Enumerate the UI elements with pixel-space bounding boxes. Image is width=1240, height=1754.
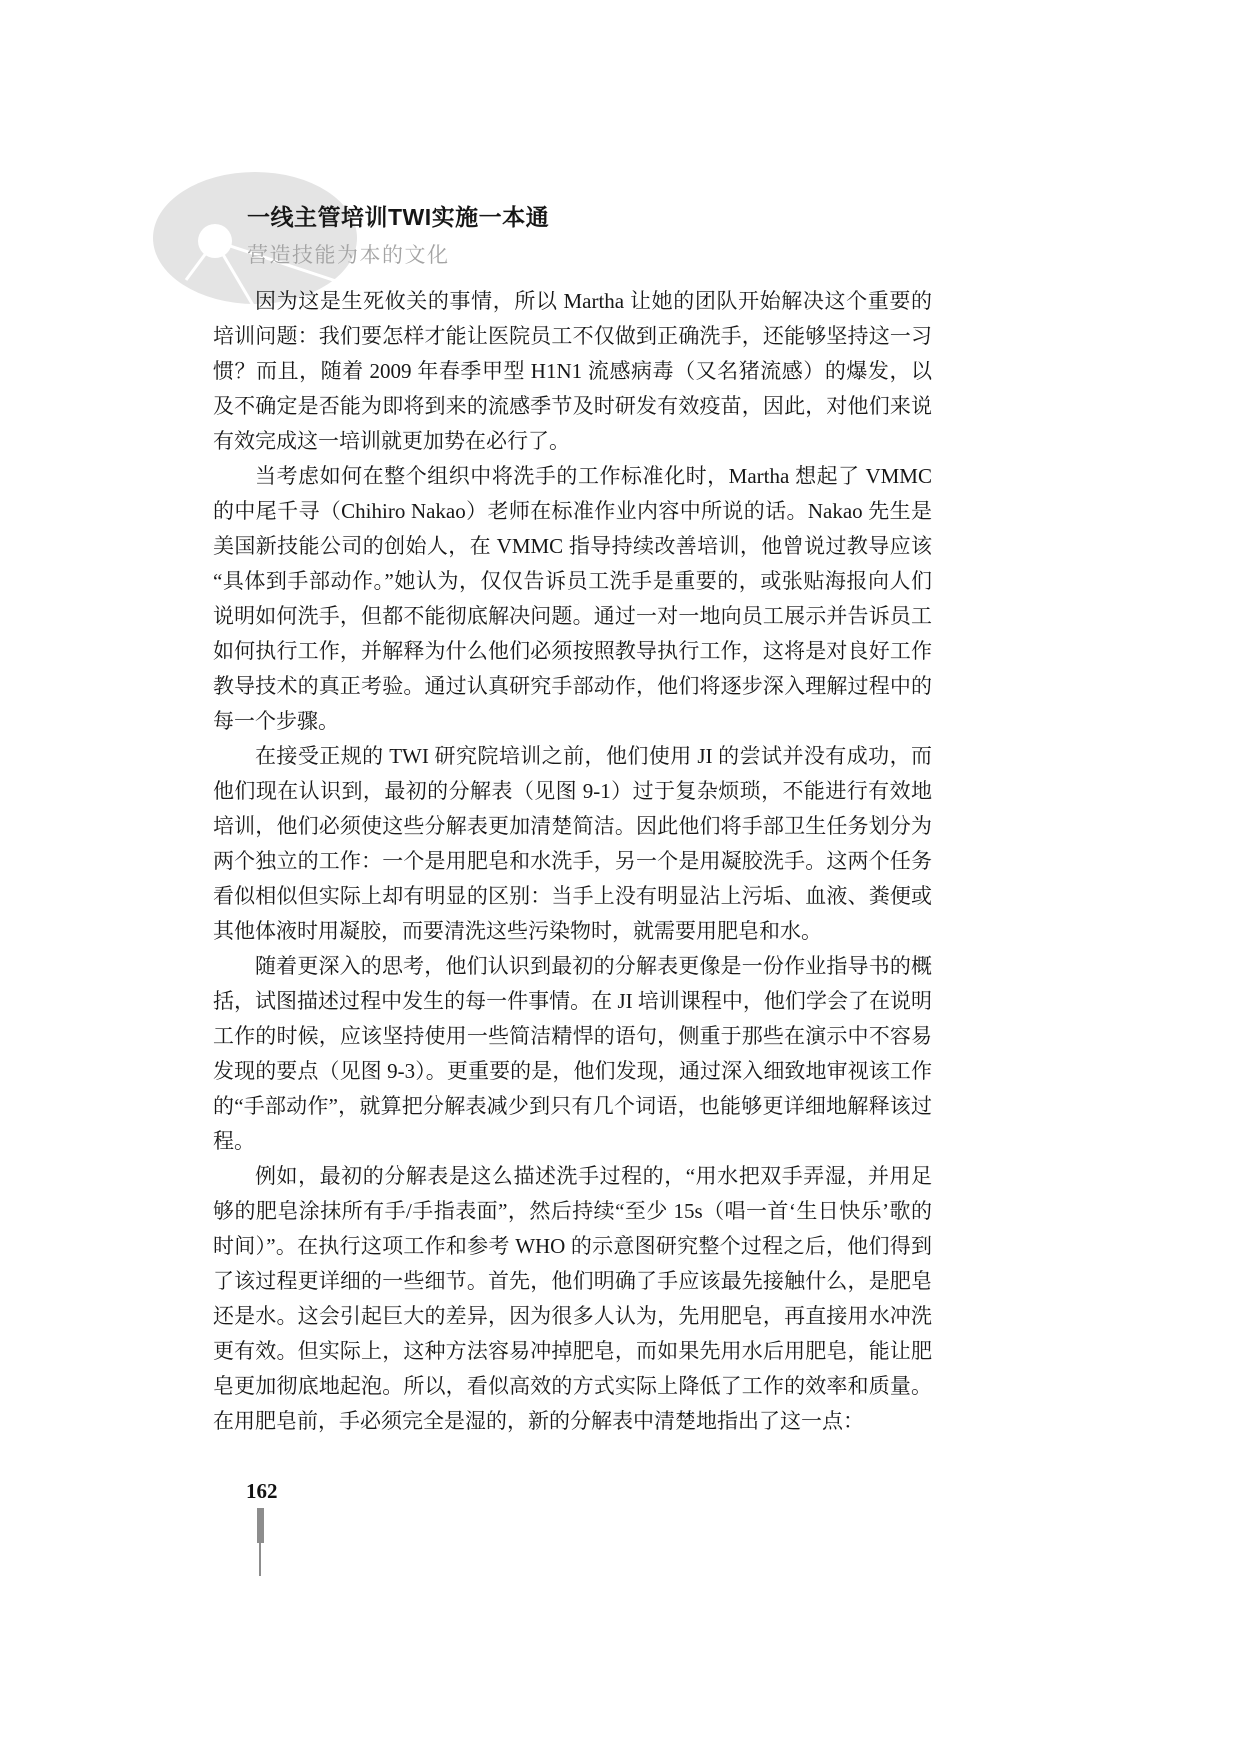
page-number: 162 bbox=[246, 1479, 278, 1503]
book-subtitle: 营造技能为本的文化 bbox=[247, 244, 450, 267]
page-number-marker bbox=[257, 1508, 264, 1543]
paragraph: 例如，最初的分解表是这么描述洗手过程的，“用水把双手弄湿，并用足够的肥皂涂抹所有手/手指表面”，然后持续“至少 15s（唱一首‘生日快乐’歌的时间）”。在执行这项工作和参考 WHO 的示意图研究整个过程之后，他们得到了该过程更详细的一些细节。首先，他们明确了手应该最先接触什么，是肥皂还是水。这会引起巨大的差异，因为很多人认为，先用肥皂，再直接用水冲洗更有效。但实际上，这种方法容易冲掉肥皂，而如果先用水后用肥皂，能让肥皂更加彻底地起泡。所以，看似高效的方式实际上降低了工作的效率和质量。在用肥皂前，手必须完全是湿的，新的分解表中清楚地指出了这一点： bbox=[213, 1164, 932, 1433]
logo-hub bbox=[198, 224, 232, 258]
paragraph: 当考虑如何在整个组织中将洗手的工作标准化时，Martha 想起了 VMMC 的中尾千寻（Chihiro Nakao）老师在标准作业内容中所说的话。Nakao 先生是美国新技能公司的创始人，在 VMMC 指导持续改善培训，他曾说过教导应该“具体到手部动作。”她认为，仅仅告诉员工洗手是重要的，或张贴海报向人们说明如何洗手，但都不能彻底解决问题。通过一对一地向员工展示并告诉员工如何执行工作，并解释为什么他们必须按照教导执行工作，这将是对良好工作教导技术的真正考验。通过认真研究手部动作，他们将逐步深入理解过程中的每一个步骤。 bbox=[213, 464, 932, 733]
paragraph: 在接受正规的 TWI 研究院培训之前，他们使用 JI 的尝试并没有成功，而他们现在认识到，最初的分解表（见图 9-1）过于复杂烦琐，不能进行有效地培训，他们必须使这些分解表更加清楚简洁。因此他们将手部卫生任务划分为两个独立的工作：一个是用肥皂和水洗手，另一个是用凝胶洗手。这两个任务看似相似但实际上却有明显的区别：当手上没有明显沾上污垢、血液、粪便或其他体液时用凝胶，而要清洗这些污染物时，就需要用肥皂和水。 bbox=[213, 744, 932, 943]
page-number-marker-tail bbox=[259, 1543, 261, 1576]
paragraph: 因为这是生死攸关的事情，所以 Martha 让她的团队开始解决这个重要的培训问题：我们要怎样才能让医院员工不仅做到正确洗手，还能够坚持这一习惯？而且，随着 2009 年春季甲型 H1N1 流感病毒（又名猪流感）的爆发，以及不确定是否能为即将到来的流感季节及时研发有效疫苗，因此，对他们来说有效完成这一培训就更加势在必行了。 bbox=[213, 289, 932, 453]
paragraph: 随着更深入的思考，他们认识到最初的分解表更像是一份作业指导书的概括，试图描述过程中发生的每一件事情。在 JI 培训课程中，他们学会了在说明工作的时候，应该坚持使用一些简洁精悍的语句，侧重于那些在演示中不容易发现的要点（见图 9-3）。更重要的是，他们发现，通过深入细致地审视该工作的“手部动作”，就算把分解表减少到只有几个词语，也能够更详细地解释该过程。 bbox=[213, 954, 932, 1153]
body-text bbox=[213, 284, 932, 1439]
book-title: 一线主管培训TWI实施一本通 bbox=[247, 204, 550, 230]
